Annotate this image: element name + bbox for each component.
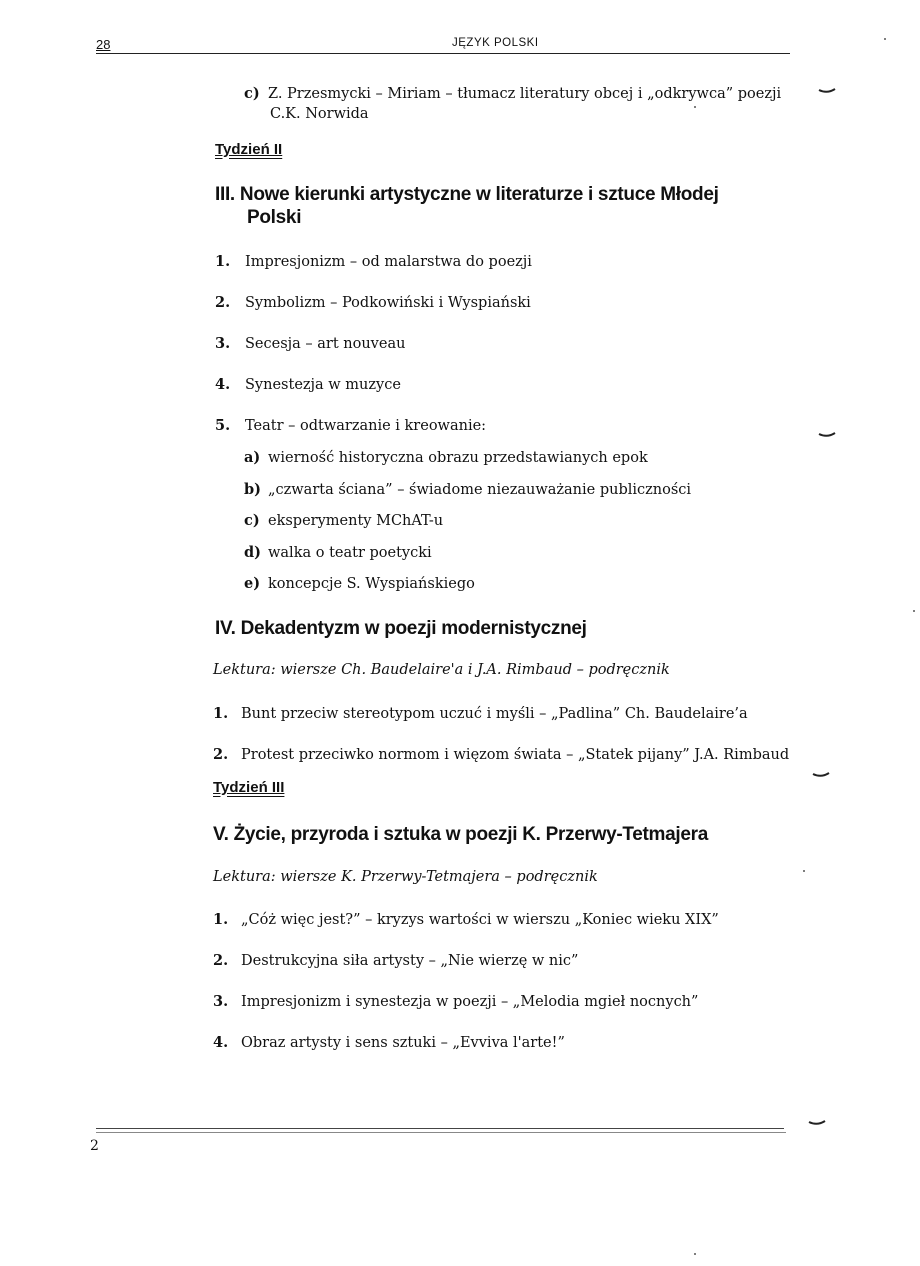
item-text: Impresjonizm i synestezja w poezji – „Melodia mgieł nocnych”	[241, 994, 699, 1010]
item-text: Synestezja w muzyce	[245, 377, 401, 393]
list-item	[213, 1033, 565, 1053]
list-item	[215, 252, 532, 272]
item-marker: c)	[244, 85, 260, 102]
list-item	[213, 704, 748, 724]
item-text: Impresjonizm – od malarstwa do poezji	[245, 254, 532, 270]
item-number: 2.	[213, 746, 229, 763]
item-number: 4.	[213, 1034, 229, 1051]
item-text: Symbolizm – Podkowiński i Wyspiański	[245, 295, 531, 311]
week-heading-2: Tydzień II	[215, 141, 283, 158]
section-heading-3	[215, 183, 719, 206]
week-heading-3: Tydzień III	[213, 779, 285, 796]
list-item	[215, 375, 401, 395]
item-number: 2.	[215, 294, 231, 311]
item-text: Obraz artysty i sens sztuki – „Evviva l'arte!”	[241, 1035, 565, 1051]
running-title: JĘZYK POLSKI	[452, 37, 539, 49]
item-text: Secesja – art nouveau	[245, 336, 406, 352]
sub-item-marker: e)	[244, 575, 261, 592]
scan-mark-icon	[818, 88, 836, 94]
list-item	[215, 293, 531, 313]
section-title-line2: Polski	[247, 207, 302, 228]
reading-note: Lektura: wiersze Ch. Baudelaire'a i J.A. Rimbaud – podręcznik	[213, 662, 670, 678]
sub-item-marker: b)	[244, 481, 261, 498]
scan-mark-icon	[812, 772, 830, 778]
item-text: „Cóż więc jest?” – kryzys wartości w wierszu „Koniec wieku XIX”	[241, 912, 719, 928]
reading-note: Lektura: wiersze K. Przerwy-Tetmajera – podręcznik	[213, 869, 598, 885]
item-number: 3.	[213, 993, 229, 1010]
item-text: Teatr – odtwarzanie i kreowanie:	[245, 418, 487, 434]
scan-speck	[803, 870, 805, 872]
list-item	[213, 745, 789, 765]
item-text: Bunt przeciw stereotypom uczuć i myśli – „Padlina” Ch. Baudelaire’a	[241, 706, 748, 722]
sub-item-marker: c)	[244, 512, 260, 529]
scan-speck	[913, 610, 915, 612]
sub-item-marker: a)	[244, 449, 261, 466]
item-number: 3.	[215, 335, 231, 352]
item-text: Z. Przesmycki – Miriam – tłumacz literatury obcej i „odkrywca” poezji	[268, 86, 782, 102]
scan-speck	[884, 38, 886, 40]
item-text: Protest przeciwko normom i więzom świata – „Statek pijany” J.A. Rimbaud	[241, 747, 790, 763]
section-heading-5: V. Życie, przyroda i sztuka w poezji K. Przerwy-Tetmajera	[213, 824, 709, 845]
item-number: 2.	[213, 952, 229, 969]
sub-item-text: „czwarta ściana” – świadome niezauważanie publiczności	[268, 482, 692, 498]
sub-item-text: walka o teatr poetycki	[268, 545, 432, 561]
list-item	[213, 910, 719, 930]
list-item	[215, 334, 405, 354]
sub-list-item	[244, 574, 475, 594]
page-number-header: 28	[96, 37, 111, 52]
item-number: 5.	[215, 417, 231, 434]
item-number: 1.	[213, 911, 229, 928]
footer-rule	[96, 1128, 784, 1129]
sub-list-item	[244, 543, 432, 563]
intro-item-line2: C.K. Norwida	[270, 106, 369, 122]
sub-item-text: koncepcje S. Wyspiańskiego	[268, 576, 475, 592]
section-heading-4: IV. Dekadentyzm w poezji modernistycznej	[215, 618, 587, 639]
scan-mark-icon	[818, 432, 836, 438]
sub-item-marker: d)	[244, 544, 261, 561]
scan-mark-icon	[808, 1120, 826, 1126]
sub-list-item	[244, 511, 443, 531]
scan-speck	[694, 106, 696, 108]
item-number: 4.	[215, 376, 231, 393]
sub-item-text: eksperymenty MChAT-u	[268, 513, 444, 529]
item-number: 1.	[215, 253, 231, 270]
list-item	[213, 951, 578, 971]
sub-list-item	[244, 448, 648, 468]
intro-item	[244, 84, 781, 104]
header-rule	[96, 53, 790, 54]
list-item	[215, 416, 486, 436]
list-item	[213, 992, 698, 1012]
page-number-footer: 2	[90, 1138, 99, 1154]
section-title-line1: Nowe kierunki artystyczne w literaturze i sztuce Młodej	[239, 184, 719, 205]
footer-rule-shadow	[96, 1132, 786, 1133]
sub-item-text: wierność historyczna obrazu przedstawianych epok	[268, 450, 648, 466]
scan-speck	[694, 1253, 696, 1255]
item-number: 1.	[213, 705, 229, 722]
section-numeral: III.	[215, 184, 235, 205]
item-text: Destrukcyjna siła artysty – „Nie wierzę w nic”	[241, 953, 579, 969]
sub-list-item	[244, 480, 691, 500]
